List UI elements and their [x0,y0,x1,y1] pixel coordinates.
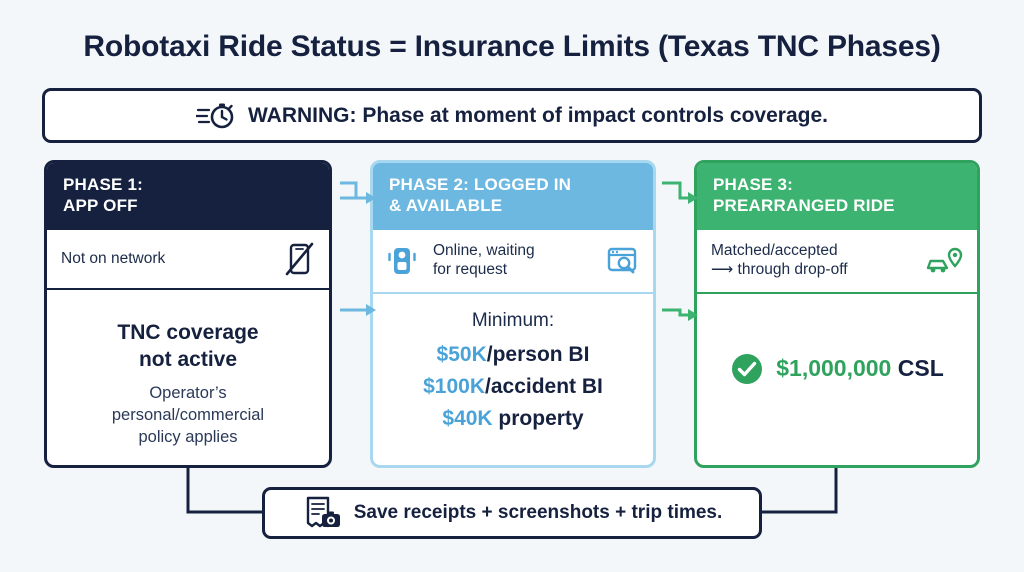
phase-2-limit-2-amount: $100K [423,374,485,398]
phase-2-body [373,294,653,455]
page-title: Robotaxi Ride Status = Insurance Limits (Texas TNC Phases) [83,30,941,63]
phase-2-minimum-label: Minimum: [471,309,555,331]
phone-off-icon [285,242,315,276]
phase-2-header-line2: & AVAILABLE [389,195,503,215]
check-circle-icon [730,352,764,386]
phase-1-main [61,320,315,373]
phase-2-limit-2-suffix: /accident BI [485,374,603,398]
phase-2-limit-1 [387,342,639,367]
receipt-camera-icon [302,495,342,531]
phase-2-header [373,163,653,230]
phase-3-amount [776,355,944,382]
phase-3-status-row [697,230,977,293]
phase-1-note-line3: policy applies [138,427,238,446]
phase-3-header [697,163,977,230]
phase-1-header [47,163,329,230]
phase-2-limit-1-amount: $50K [436,342,487,366]
phase-3-body [697,294,977,444]
vehicle-online-icon [387,245,417,277]
stopwatch-icon [196,101,236,131]
phase-1-body [47,290,329,464]
phase-2-limit-3 [387,406,639,431]
phase-1-status-text: Not on network [61,250,166,268]
phase-3-header-line2: PREARRANGED RIDE [713,195,895,215]
car-dropoff-icon [925,245,963,277]
phase-1-header-line1: PHASE 1: [63,175,144,194]
warning-banner [42,88,982,143]
phase-1-header-line2: APP OFF [63,195,138,215]
phase-1-note [61,383,315,448]
phase-1-card [44,160,332,468]
phase-2-status-row [373,230,653,293]
phase-2-card [370,160,656,468]
phase-1-status-row [47,230,329,290]
phase-3-amount-suffix: CSL [897,355,944,382]
phase-2-limit-3-amount: $40K [442,407,493,431]
evidence-tip-text: Save receipts + screenshots + trip times. [353,502,723,523]
request-search-icon [607,246,639,276]
warning-text: WARNING: Phase at moment of impact controls coverage. [248,103,828,127]
evidence-tip-banner [262,487,762,539]
phase-2-status-text [427,242,597,279]
phase-1-main-line2: not active [138,347,238,371]
phase-2-limit-3-suffix: property [492,407,584,431]
phase-3-status-line1: Matched/accepted [711,242,838,260]
phase-2-limit-1-suffix: /person BI [486,342,590,366]
phase-2-status-line2: for request [433,261,508,279]
phase-3-amount-value: $1,000,000 [776,355,892,382]
phase-3-status-line2: ⟶ through drop-off [711,261,848,279]
phase-1-note-line1: Operator’s [149,383,227,402]
phase-3-card [694,160,980,468]
phase-1-main-line1: TNC coverage [117,321,259,345]
phase-2-limit-2 [387,374,639,399]
phase-2-header-line1: PHASE 2: LOGGED IN [389,175,572,194]
phase-3-status-text [711,242,848,279]
phase-3-header-line1: PHASE 3: [713,175,794,194]
phase-1-note-line2: personal/commercial [111,405,265,424]
phase-2-status-line1: Online, waiting [433,242,535,260]
